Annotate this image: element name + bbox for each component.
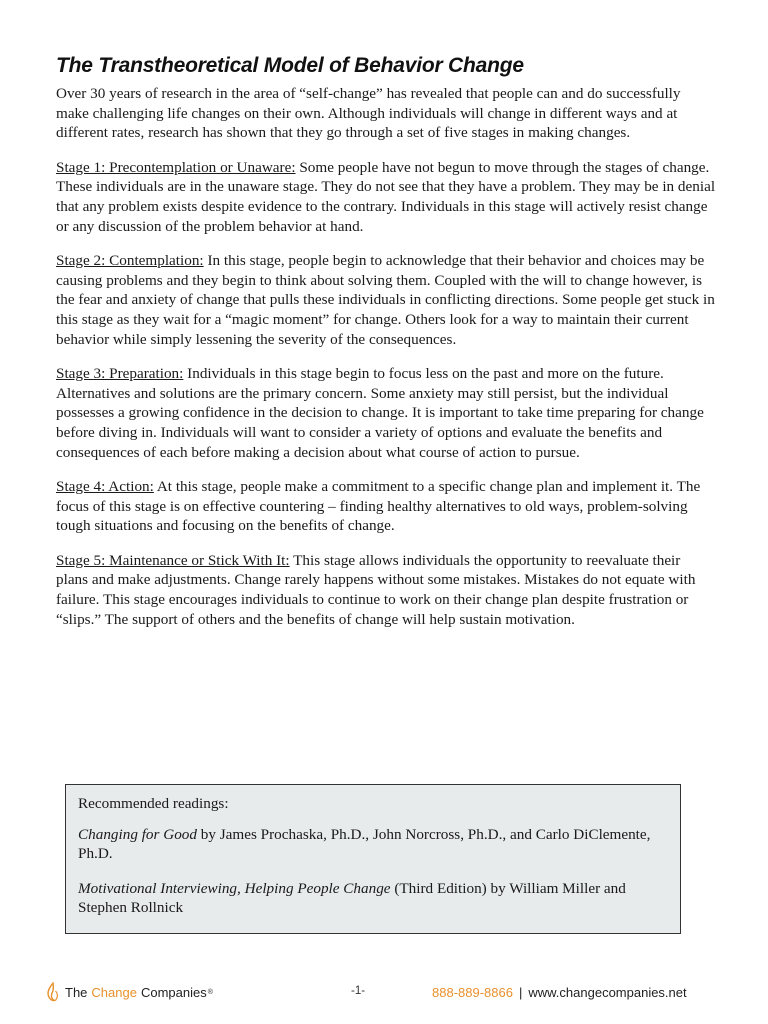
- page-number: -1-: [351, 985, 366, 997]
- brand-companies: Companies: [140, 984, 207, 1000]
- reading-item: [78, 825, 668, 864]
- stage-3-text: Individuals in this stage begin to focus less on the past and more on the future. Alternatives and solutions are the primary concern. Some anxiety may still persist, but the individual possesses a growing confidence in the decision to change. It is important to take time preparing for change before diving in. Individuals will want to consider a variety of options and evaluate the benefits and consequences of each before making a decision about what course of action to pursue.: [56, 365, 704, 461]
- stage-5-label: Stage 5: Maintenance or Stick With It:: [56, 551, 290, 569]
- stage-4-text: At this stage, people make a commitment to a specific change plan and implement it. The focus of this stage is on effective countering – finding healthy alternatives to old ways, problem-solving tough situations and focusing on the benefits of change.: [56, 478, 701, 535]
- stage-4-paragraph: [56, 477, 716, 536]
- company-logo: [46, 982, 213, 1002]
- stage-5-text: This stage allows individuals the opportunity to reevaluate their plans and make adjustments. Change rarely happens without some mistakes. Mistakes do not equate with failure. This stage encourages individuals to continue to work on their change plan despite frustration or “slips.” The support of others and the benefits of change will help sustain motivation.: [56, 551, 696, 628]
- phone-number: 888-889-8866: [432, 985, 513, 1000]
- reading-title: Changing for Good: [78, 825, 197, 843]
- flame-logo-icon: [46, 982, 60, 1002]
- recommended-readings-box: [65, 784, 681, 934]
- brand-the: The: [65, 984, 88, 1000]
- stage-2-paragraph: [56, 251, 716, 349]
- reading-title: Motivational Interviewing, Helping People Change: [78, 879, 391, 897]
- page-footer: [0, 980, 768, 1006]
- reading-details: (Third Edition) by William Miller and Stephen Rollnick: [78, 879, 626, 917]
- stage-5-paragraph: [56, 551, 716, 629]
- registered-mark: ®: [207, 988, 213, 996]
- intro-paragraph: Over 30 years of research in the area of “self-change” has revealed that people can and do successfully make challenging life changes on their own. Although individuals will change in different ways and at different rates, research has shown that they go through a set of five stages in making changes.: [56, 85, 681, 142]
- stage-3-paragraph: [56, 364, 716, 462]
- stage-1-text: Some people have not begun to move through the stages of change. These individuals are in the unaware stage. They do not see that they have a problem. They may be in denial that any problem exists despite evidence to the contrary. Individuals in this stage will actively resist change or any discussion of the problem behavior at hand.: [56, 158, 716, 235]
- separator: |: [518, 985, 523, 1000]
- stage-1-paragraph: [56, 158, 716, 236]
- stage-4-label: Stage 4: Action:: [56, 478, 154, 496]
- brand-change: Change: [91, 984, 137, 1000]
- readings-heading: Recommended readings:: [78, 795, 229, 812]
- reading-details: by James Prochaska, Ph.D., John Norcross, Ph.D., and Carlo DiClemente, Ph.D.: [78, 825, 651, 863]
- stage-3-label: Stage 3: Preparation:: [56, 365, 184, 383]
- stage-2-text: In this stage, people begin to acknowledge that their behavior and choices may be causing problems and they begin to think about solving them. Coupled with the will to change however, is the fear and anxiety of change that pulls these individuals in conflicting directions. Some people get stuck in this stage as they wait for a “magic moment” for change. Others look for a way to maintain their current behavior while simply lessening the severity of the consequences.: [56, 252, 715, 348]
- page-title: The Transtheoretical Model of Behavior Change: [56, 54, 524, 77]
- website-link[interactable]: www.changecompanies.net: [528, 985, 687, 1000]
- document-body: [56, 54, 716, 644]
- stage-2-label: Stage 2: Contemplation:: [56, 252, 204, 270]
- contact-info: [432, 985, 687, 1000]
- stage-1-label: Stage 1: Precontemplation or Unaware:: [56, 158, 296, 176]
- reading-item: [78, 879, 668, 918]
